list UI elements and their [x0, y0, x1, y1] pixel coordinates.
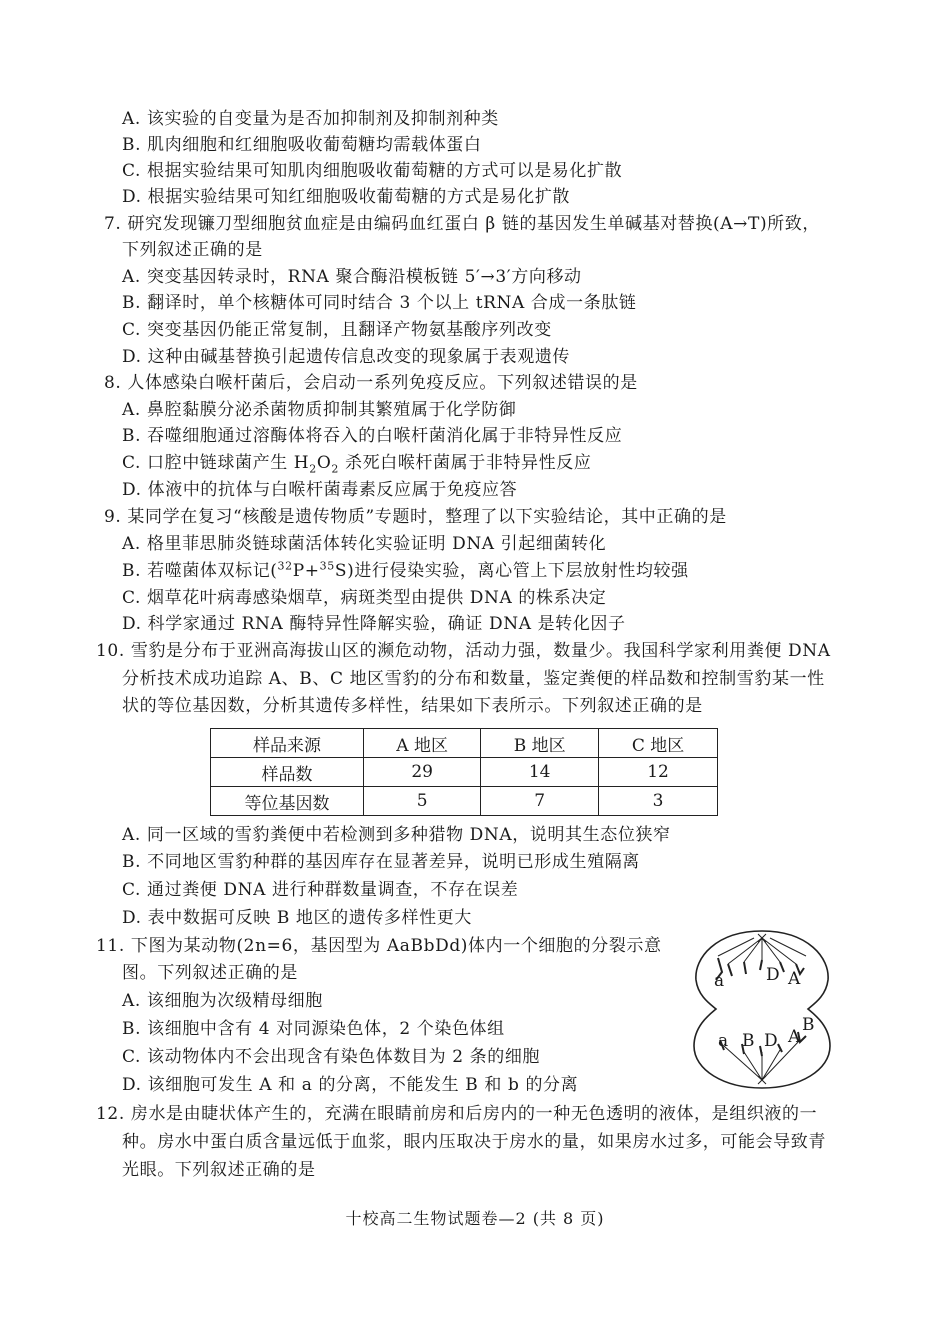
- q12-stem: 12. 房水是由睫状体产生的，充满在眼睛前房和后房内的一种无色透明的液体，是组织液的一: [96, 1104, 818, 1124]
- table-row: [211, 758, 718, 787]
- q10-stem-cont1: 分析技术成功追踪 A、B、C 地区雪豹的分布和数量，鉴定粪便的样品数和控制雪豹某一性: [122, 669, 825, 689]
- table-row: [211, 787, 718, 816]
- q10-option-b: B. 不同地区雪豹种群的基因库存在显著差异，说明已形成生殖隔离: [122, 852, 640, 872]
- q7-stem-cont: 下列叙述正确的是: [122, 240, 263, 260]
- q7-option-d: D. 这种由碱基替换引起遗传信息改变的现象属于表观遗传: [122, 347, 571, 367]
- q9-option-a: A. 格里菲思肺炎链球菌活体转化实验证明 DNA 引起细菌转化: [122, 534, 607, 554]
- q8-option-a: A. 鼻腔黏膜分泌杀菌物质抑制其繁殖属于化学防御: [122, 400, 517, 420]
- q11-option-c: C. 该动物体内不会出现含有染色体数目为 2 条的细胞: [122, 1047, 541, 1067]
- table-cell: 等位基因数: [211, 787, 364, 816]
- table-header-row: [211, 729, 718, 758]
- q11-stem: 11. 下图为某动物(2n=6，基因型为 AaBbDd)体内一个细胞的分裂示意: [96, 936, 662, 956]
- q12-stem-cont1: 种。房水中蛋白质含量远低于血浆，眼内压取决于房水的量，如果房水过多，可能会导致青: [122, 1132, 826, 1152]
- q10-option-c: C. 通过粪便 DNA 进行种群数量调查，不存在误差: [122, 880, 519, 900]
- cell-division-figure: [688, 928, 836, 1090]
- q11-option-b: B. 该细胞中含有 4 对同源染色体，2 个染色体组: [122, 1019, 505, 1039]
- q8-stem: 8. 人体感染白喉杆菌后，会启动一系列免疫反应。下列叙述错误的是: [104, 373, 638, 393]
- q10-option-a: A. 同一区域的雪豹粪便中若检测到多种猎物 DNA，说明其生态位狭窄: [122, 825, 671, 845]
- q6-option-b: B. 肌肉细胞和红细胞吸收葡萄糖均需载体蛋白: [122, 135, 482, 155]
- figure-label: D: [764, 1031, 778, 1051]
- q7-option-a: A. 突变基因转录时，RNA 聚合酶沿模板链 5′→3′方向移动: [122, 267, 582, 287]
- figure-label: a: [718, 1031, 729, 1051]
- figure-label: B: [742, 1031, 755, 1051]
- table-header-cell: C 地区: [599, 729, 718, 758]
- q8-option-d: D. 体液中的抗体与白喉杆菌毒素反应属于免疫应答: [122, 480, 518, 500]
- q8-option-c: C. 口腔中链球菌产生 $H_2O_2$ 杀死白喉杆菌属于非特异性反应: [122, 453, 592, 476]
- figure-label: a: [714, 971, 725, 991]
- q11-stem-cont: 图。下列叙述正确的是: [122, 963, 298, 983]
- q9-option-d: D. 科学家通过 RNA 酶特异性降解实验，确证 DNA 是转化因子: [122, 614, 626, 634]
- q11-option-a: A. 该细胞为次级精母细胞: [122, 991, 323, 1011]
- figure-label: A: [788, 969, 801, 989]
- table-header-cell: A 地区: [364, 729, 481, 758]
- page-footer: 十校高二生物试题卷—2 (共 8 页): [345, 1209, 605, 1228]
- q7-stem: 7. 研究发现镰刀型细胞贫血症是由编码血红蛋白 β 链的基因发生单碱基对替换(A→T)所致，: [104, 214, 820, 234]
- q6-option-d: D. 根据实验结果可知红细胞吸收葡萄糖的方式是易化扩散: [122, 187, 571, 207]
- q6-option-c: C. 根据实验结果可知肌肉细胞吸收葡萄糖的方式可以是易化扩散: [122, 161, 623, 181]
- figure-label: B: [802, 1015, 815, 1035]
- table-cell: 5: [364, 787, 481, 816]
- table-cell: 29: [364, 758, 481, 787]
- table-cell: 12: [599, 758, 718, 787]
- q10-stem: 10. 雪豹是分布于亚洲高海拔山区的濒危动物，活动力强，数量少。我国科学家利用粪便 DNA: [96, 641, 831, 661]
- figure-label: A: [788, 1027, 801, 1047]
- table-cell: 14: [481, 758, 599, 787]
- figure-label: D: [766, 965, 780, 985]
- table-cell: 3: [599, 787, 718, 816]
- spindle-top: [718, 934, 806, 964]
- q9-option-b: B. 若噬菌体双标记($^{32}$P+$^{35}$S)进行侵染实验，离心管上下层放射性均较强: [122, 559, 689, 581]
- q11-option-d: D. 该细胞可发生 A 和 a 的分离，不能发生 B 和 b 的分离: [122, 1075, 579, 1095]
- q9-option-c: C. 烟草花叶病毒感染烟草，病斑类型由提供 DNA 的株系决定: [122, 588, 607, 608]
- q7-option-b: B. 翻译时，单个核糖体可同时结合 3 个以上 tRNA 合成一条肽链: [122, 293, 637, 313]
- q10-option-d: D. 表中数据可反映 B 地区的遗传多样性更大: [122, 908, 472, 928]
- table-cell: 7: [481, 787, 599, 816]
- q8-option-b: B. 吞噬细胞通过溶酶体将吞入的白喉杆菌消化属于非特异性反应: [122, 426, 623, 446]
- table-header-cell: 样品来源: [211, 729, 364, 758]
- q7-option-c: C. 突变基因仍能正常复制，且翻译产物氨基酸序列改变: [122, 320, 552, 340]
- q6-option-a: A. 该实验的自变量为是否加抑制剂及抑制剂种类: [122, 109, 499, 129]
- table-cell: 样品数: [211, 758, 364, 787]
- q10-stem-cont2: 状的等位基因数，分析其遗传多样性，结果如下表所示。下列叙述正确的是: [122, 696, 703, 716]
- q12-stem-cont2: 光眼。下列叙述正确的是: [122, 1160, 316, 1180]
- q9-stem: 9. 某同学在复习“核酸是遗传物质”专题时，整理了以下实验结论，其中正确的是: [104, 507, 727, 527]
- q10-data-table: [210, 728, 718, 816]
- table-header-cell: B 地区: [481, 729, 599, 758]
